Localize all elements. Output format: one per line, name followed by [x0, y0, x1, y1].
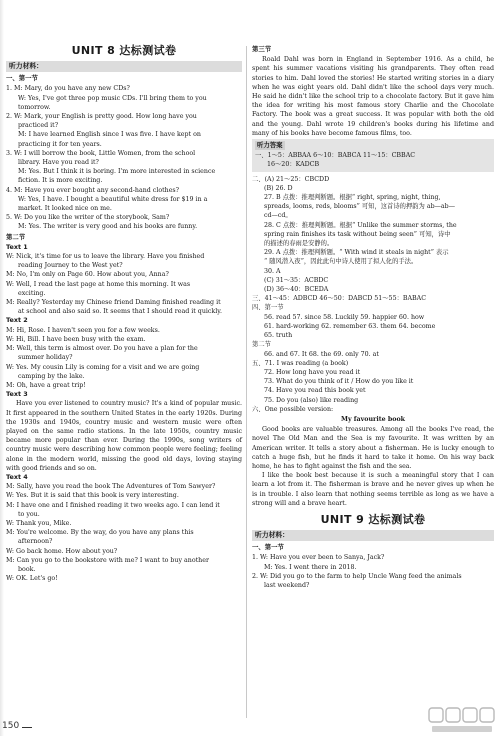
dialogue-line: M: Hi, Rose. I haven't seen you for a few weeks. — [6, 326, 160, 334]
dialogue-line: 1. W: Have you ever been to Sanya, Jack? — [252, 554, 385, 562]
answer-line: spreads, looms, reds, blooms” 可知，这首诗的押韵为 ab—ab— — [264, 203, 456, 211]
dialogue-line: 2. W: Did you go to the farm to help Uncle Wang feed the animals — [252, 572, 462, 580]
section-2-title: 第二节 — [6, 232, 26, 241]
answer-line: 66. and 67. It 68. the 69. only 70. at — [264, 350, 379, 358]
dialogue-line: M: You're welcome. By the way, do you have any plans this — [6, 529, 194, 537]
answer-line: (C) 31～35：ACBDC — [264, 276, 329, 284]
answer-line: (D) 36～40：BCEDA — [264, 286, 329, 294]
answer-line: 73. What do you think of it / How do you like it — [264, 378, 414, 386]
dialogue-line: M: No, I'm only on Page 60. How about you, Anna? — [6, 271, 169, 279]
answer-line: 六、One possible version: — [252, 405, 334, 413]
dialogue-line: W: OK. Let's go! — [6, 575, 58, 583]
dialogue-line: M: Well, this term is almost over. Do you have a plan for the — [6, 345, 198, 353]
dialogue-line: exciting. — [18, 289, 46, 297]
page-number: 150 — [2, 721, 20, 731]
text-3-title: Text 3 — [6, 390, 28, 399]
dialogue-line: M: I have one and I finished reading it two weeks ago. I can lend it — [6, 501, 220, 509]
answer-line: 二、(A) 21～25：CBCDD — [252, 175, 330, 183]
dialogue-line: 4. M: Have you ever bought any second-hand clothes? — [6, 186, 180, 194]
section-3-passage: Roald Dahl was born in England in September 1916. As a child, he spent his summer vacations visiting his grandparents. They often read stories to him. Dahl loved the stories! He started writing stories in a diary when he was eight years old. Dahl didn't like the school days very much. He said he didn't like the school trip to a chocolate factory. But it gave him the idea for writing his most famous story Charlie and the Chocolate Factory. The book was a great success. It was popular with both the old and the young. Dahl wrote 19 children's books during his lifetime and many of his books have become famous films, too. — [252, 56, 494, 137]
text-1-dialogue — [6, 252, 242, 316]
answer-line: 一、1～5：ABBAA 6～10：BABCA 11～15：CBBAC — [255, 152, 416, 160]
dialogue-line: tomorrow. — [18, 103, 51, 111]
dialogue-line: summer holiday? — [18, 354, 73, 362]
answer-line: 65. truth — [264, 332, 293, 340]
dialogue-line: M: Oh, have a great trip! — [6, 381, 86, 389]
watermark-logo — [428, 706, 496, 734]
answer-line: 29. A 点拨：推理判断题。“ With wind it steals in night” 表示 — [264, 249, 449, 257]
answer-line: 第二节 — [252, 341, 271, 349]
unit-9-title: UNIT 9 达标测试卷 — [320, 512, 426, 526]
page-number-rule — [22, 727, 32, 728]
listening-answers-box — [252, 139, 494, 172]
dialogue-line: W: Yes, I've got three pop music CDs. I'll bring them to you — [18, 94, 207, 102]
text-2-title: Text 2 — [6, 316, 28, 325]
right-column — [252, 44, 494, 590]
dialogue-line: at school and also said so. It seems that I should read it quickly. — [18, 308, 222, 316]
dialogue-line: book. — [18, 565, 36, 573]
dialogue-line: M: Really? Yesterday my Chinese friend Daming finished reading it — [6, 299, 221, 307]
dialogue-line: last weekend? — [264, 581, 310, 589]
dialogue-line: practiced it? — [18, 122, 59, 130]
dialogue-line: W: Hi, Bill. I have been busy with the exam. — [6, 335, 146, 343]
unit-9-dialogues — [252, 553, 494, 590]
dialogue-line: market. It looked nice on me. — [18, 205, 112, 213]
dialogue-line: library. Have you read it? — [18, 159, 99, 167]
reading-answers — [252, 175, 494, 414]
dialogue-line: practicing it for ten years. — [18, 140, 102, 148]
dialogue-line: W: Yes, I have. I bought a beautiful white dress for $19 in a — [18, 195, 208, 203]
listening-material-banner: 听力材料： — [6, 61, 242, 72]
dialogue-line: W: Well, I read the last page at home this morning. It was — [6, 280, 191, 288]
dialogue-line: W: Yes. But it is said that this book is very interesting. — [6, 492, 179, 500]
dialogue-line: 2. W: Mark, your English is pretty good. How long have you — [6, 113, 197, 121]
answer-line: 56. read 57. since 58. Luckily 59. happier 60. how — [264, 313, 425, 321]
unit-9-section-1-title: 一、第一节 — [252, 543, 284, 552]
dialogue-line: 5. W: Do you like the writer of the storybook, Sam? — [6, 214, 170, 222]
answer-line: (B) 26. D — [264, 184, 293, 192]
dialogue-line: fiction. It is more exciting. — [18, 177, 103, 185]
answer-line: 75. Do you (also) like reading — [264, 396, 359, 404]
answer-line: 28. C 点拨：推理判断题。根据“ Unlike the summer storms, the — [264, 221, 457, 229]
listening-answers-title: 听力答案 — [257, 141, 283, 150]
dialogue-line: W: Thank you, Mike. — [6, 519, 72, 527]
essay-paragraph-2: I like the book best because it is such a meaningful story that I can learn a lot from it. The fisherman is brave and he never gives up when he is in trouble. I also learn that nothing seems terrible as long as we have a strong will and a brave heart. — [252, 472, 494, 507]
page-edge-shadow — [0, 0, 4, 736]
dialogue-line: W: Nick, it's time for us to leave the library. Have you finished — [6, 253, 205, 261]
text-1-title: Text 1 — [6, 242, 28, 251]
dialogue-line: M: Can you go to the bookstore with me? I want to buy another — [6, 556, 209, 564]
answer-line: “ 随风潜入夜”，因此此句中诗人使用了拟人化的手法。 — [264, 258, 418, 266]
dialogue-line: camping by the lake. — [18, 372, 85, 380]
answer-line: 的描述的春雨是安静的。 — [264, 240, 334, 248]
dialogue-line: 1. M: Mary, do you have any new CDs? — [6, 85, 130, 93]
text-4-dialogue — [6, 482, 242, 583]
answer-line: 30. A — [264, 267, 281, 275]
answer-line: 三、41～45：ADBCD 46～50：DABCD 51～55：BABAC — [252, 295, 427, 303]
dialogue-line: 3. W: I will borrow the book, Little Women, from the school — [6, 149, 196, 157]
dialogue-line: W: Go back home. How about you? — [6, 547, 118, 555]
text-4-title: Text 4 — [6, 472, 28, 481]
dialogue-line: M: Yes. The writer is very good and his books are funny. — [18, 223, 198, 231]
dialogue-line: M: Yes. But I think it is boring. I'm more interested in science — [18, 168, 216, 176]
answer-line: 16～20：KADCB — [267, 161, 320, 169]
essay-title: My favourite book — [340, 415, 406, 423]
unit-8-title: UNIT 8 达标测试卷 — [71, 44, 177, 57]
column-divider — [246, 46, 247, 718]
answer-line: 61. hard-working 62. remember 63. them 64. become — [264, 322, 436, 330]
dialogue-line: M: I have learned English since I was five. I have kept on — [18, 131, 201, 139]
dialogue-line: reading Journey to the West yet? — [18, 262, 123, 270]
dialogue-line: W: Yes. My cousin Lily is coming for a visit and we are going — [6, 363, 200, 371]
answer-line: 72. How long have you read it — [264, 368, 361, 376]
text-2-dialogue — [6, 326, 242, 390]
essay-paragraph-1: Good books are valuable treasures. Among all the books I've read, the novel The Old Man and the Sea is my favourite. It was written by an American writer. It tells a story about a fisherman. He is lucky enough to catch a huge fish, but he finds it hard to take it home. On his way back home, he has to fight against the fish and the sea. — [252, 426, 494, 470]
answer-line: cd—cd。 — [264, 212, 292, 220]
answer-line: 74. Have you read this book yet — [264, 387, 366, 395]
answer-line: 五、71. I was reading (a book) — [252, 359, 349, 367]
section-3-title: 第三节 — [252, 45, 272, 53]
dialogue-line: afternoon? — [18, 538, 53, 546]
dialogue-line: M: Yes. I went there in 2018. — [264, 563, 357, 571]
answer-line: 四、第一节 — [252, 304, 284, 312]
dialogue-line: M: Sally, have you read the book The Adventures of Tom Sawyer? — [6, 483, 216, 491]
section-1-dialogues — [6, 84, 242, 231]
dialogue-line: to you. — [18, 510, 40, 518]
section-1-title: 一、第一节 — [6, 74, 38, 83]
left-column — [6, 44, 242, 583]
unit-9-listening-banner: 听力材料： — [252, 530, 494, 541]
text-3-passage: Have you ever listened to country music? It's a kind of popular music. It first appeared in the southern United States in the early 1920s. During the 1930s and 1940s, country music and western music were often played on the same radio stations. In the late 1950s, country music became more popular than ever. During the 1990s, song writers of country music were describing how common people were feeling; feeling alone in the modern world, missing the good old days, loving staying with good friends and so on. — [6, 400, 242, 472]
answer-line: spring rain finishes its task without being seen” 可知，诗中 — [264, 230, 451, 238]
answer-line: 27. B 点拨：推理判断题。根据“ right, spring, night, thing, — [264, 194, 441, 202]
